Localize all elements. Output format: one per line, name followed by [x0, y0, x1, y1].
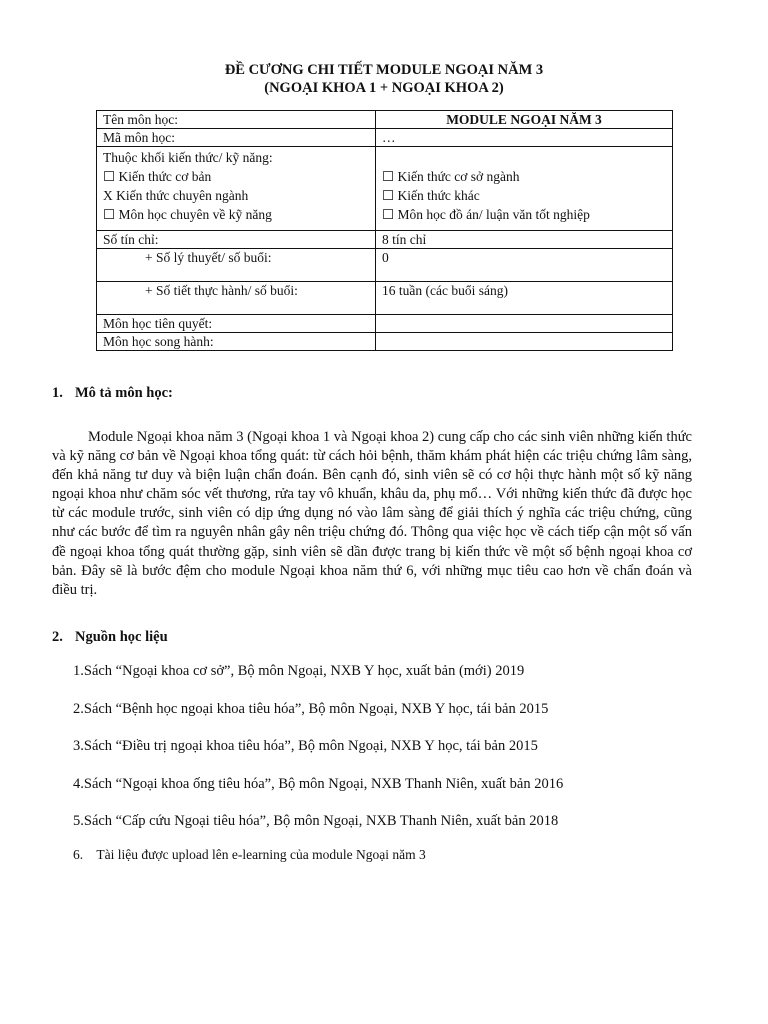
section-heading-resources: [52, 629, 168, 646]
section-number: 2.: [52, 629, 63, 645]
knowledge-options-right: [376, 147, 673, 231]
list-item: 3.Sách “Điều trị ngoại khoa tiêu hóa”, Bộ môn Ngoại, NXB Y học, tái bản 2015: [73, 738, 538, 754]
list-item: 2.Sách “Bệnh học ngoại khoa tiêu hóa”, Bộ môn Ngoại, NXB Y học, tái bản 2015: [73, 701, 549, 717]
course-name-value: MODULE NGOẠI NĂM 3: [376, 111, 673, 129]
credits-label: Số tín chỉ:: [97, 231, 376, 249]
theory-value: 0: [376, 249, 673, 282]
option-skills-course: ☐ Môn học chuyên về kỹ năng: [103, 207, 272, 222]
table-row: [97, 249, 673, 282]
list-item: 5.Sách “Cấp cứu Ngoại tiêu hóa”, Bộ môn Ngoại, NXB Thanh Niên, xuất bản 2018: [73, 813, 559, 829]
table-row: [97, 147, 673, 231]
document-subtitle: (NGOẠI KHOA 1 + NGOẠI KHOA 2): [264, 80, 504, 96]
course-code-value: …: [376, 129, 673, 147]
table-row: [97, 129, 673, 147]
practice-label: + Số tiết thực hành/ số buổi:: [145, 283, 298, 298]
theory-label: + Số lý thuyết/ số buổi:: [145, 250, 272, 265]
course-info-table: [96, 110, 673, 351]
section-heading-description: [52, 385, 173, 402]
list-item: 4.Sách “Ngoại khoa ống tiêu hóa”, Bộ môn Ngoại, NXB Thanh Niên, xuất bản 2016: [73, 776, 564, 792]
table-row: [97, 282, 673, 315]
document-title: ĐỀ CƯƠNG CHI TIẾT MODULE NGOẠI NĂM 3: [224, 62, 544, 78]
course-description-paragraph: Module Ngoại khoa năm 3 (Ngoại khoa 1 và Ngoại khoa 2) cung cấp cho các sinh viên những kiến thức và kỹ năng cơ bản về Ngoại khoa tổng quát: từ cách hỏi bệnh, thăm khám phát hiện các triệu chứng lâm sàng, đến khả năng tư duy và biện luận chẩn đoán. Bên cạnh đó, sinh viên sẽ có cơ hội thực hành một số kỹ năng ngoại khoa như chăm sóc vết thương, rửa tay vô khuẩn, khâu da, phụ mổ… Với những kiến thức đã được học từ các module trước, sinh viên có dịp ứng dụng nó vào lâm sàng để giải thích ý nghĩa các triệu chứng, cũng như các bước để tìm ra nguyên nhân gây nên triệu chứng đó. Thông qua việc học về cách tiếp cận một số vấn đề ngoại khoa tổng quát thường gặp, sinh viên sẽ dần được trang bị kiến thức về một số bệnh ngoại khoa cơ bản. Đây sẽ là bước đệm cho module Ngoại khoa năm thứ 6, với những mục tiêu cao hơn về chẩn đoán và điều trị.: [52, 429, 692, 598]
prerequisite-value: [376, 315, 673, 333]
section-title: Mô tả môn học:: [75, 385, 173, 401]
knowledge-block-label: Thuộc khối kiến thức/ kỹ năng:: [103, 150, 273, 165]
option-other-knowledge: ☐ Kiến thức khác: [382, 188, 480, 203]
option-basic-knowledge: ☐ Kiến thức cơ bản: [103, 169, 212, 184]
course-code-label: Mã môn học:: [97, 129, 376, 147]
credits-value: 8 tín chỉ: [376, 231, 673, 249]
theory-label-cell: [97, 249, 376, 282]
section-number: 1.: [52, 385, 63, 401]
list-item: 6. Tài liệu được upload lên e-learning của module Ngoại năm 3: [73, 847, 426, 862]
practice-value: 16 tuần (các buổi sáng): [376, 282, 673, 315]
prerequisite-label: Môn học tiên quyết:: [97, 315, 376, 333]
option-specialized-knowledge: X Kiến thức chuyên ngành: [103, 188, 249, 203]
option-thesis-course: ☐ Môn học đồ án/ luận văn tốt nghiệp: [382, 207, 590, 222]
parallel-value: [376, 333, 673, 351]
practice-label-cell: [97, 282, 376, 315]
parallel-label: Môn học song hành:: [97, 333, 376, 351]
section-title: Nguồn học liệu: [75, 629, 168, 645]
table-row: [97, 315, 673, 333]
option-foundation-knowledge: ☐ Kiến thức cơ sở ngành: [382, 169, 520, 184]
table-row: [97, 111, 673, 129]
list-item: 1.Sách “Ngoại khoa cơ sở”, Bộ môn Ngoại, NXB Y học, xuất bản (mới) 2019: [73, 663, 525, 679]
knowledge-block-cell: [97, 147, 376, 231]
course-name-label: Tên môn học:: [97, 111, 376, 129]
table-row: [97, 231, 673, 249]
table-row: [97, 333, 673, 351]
